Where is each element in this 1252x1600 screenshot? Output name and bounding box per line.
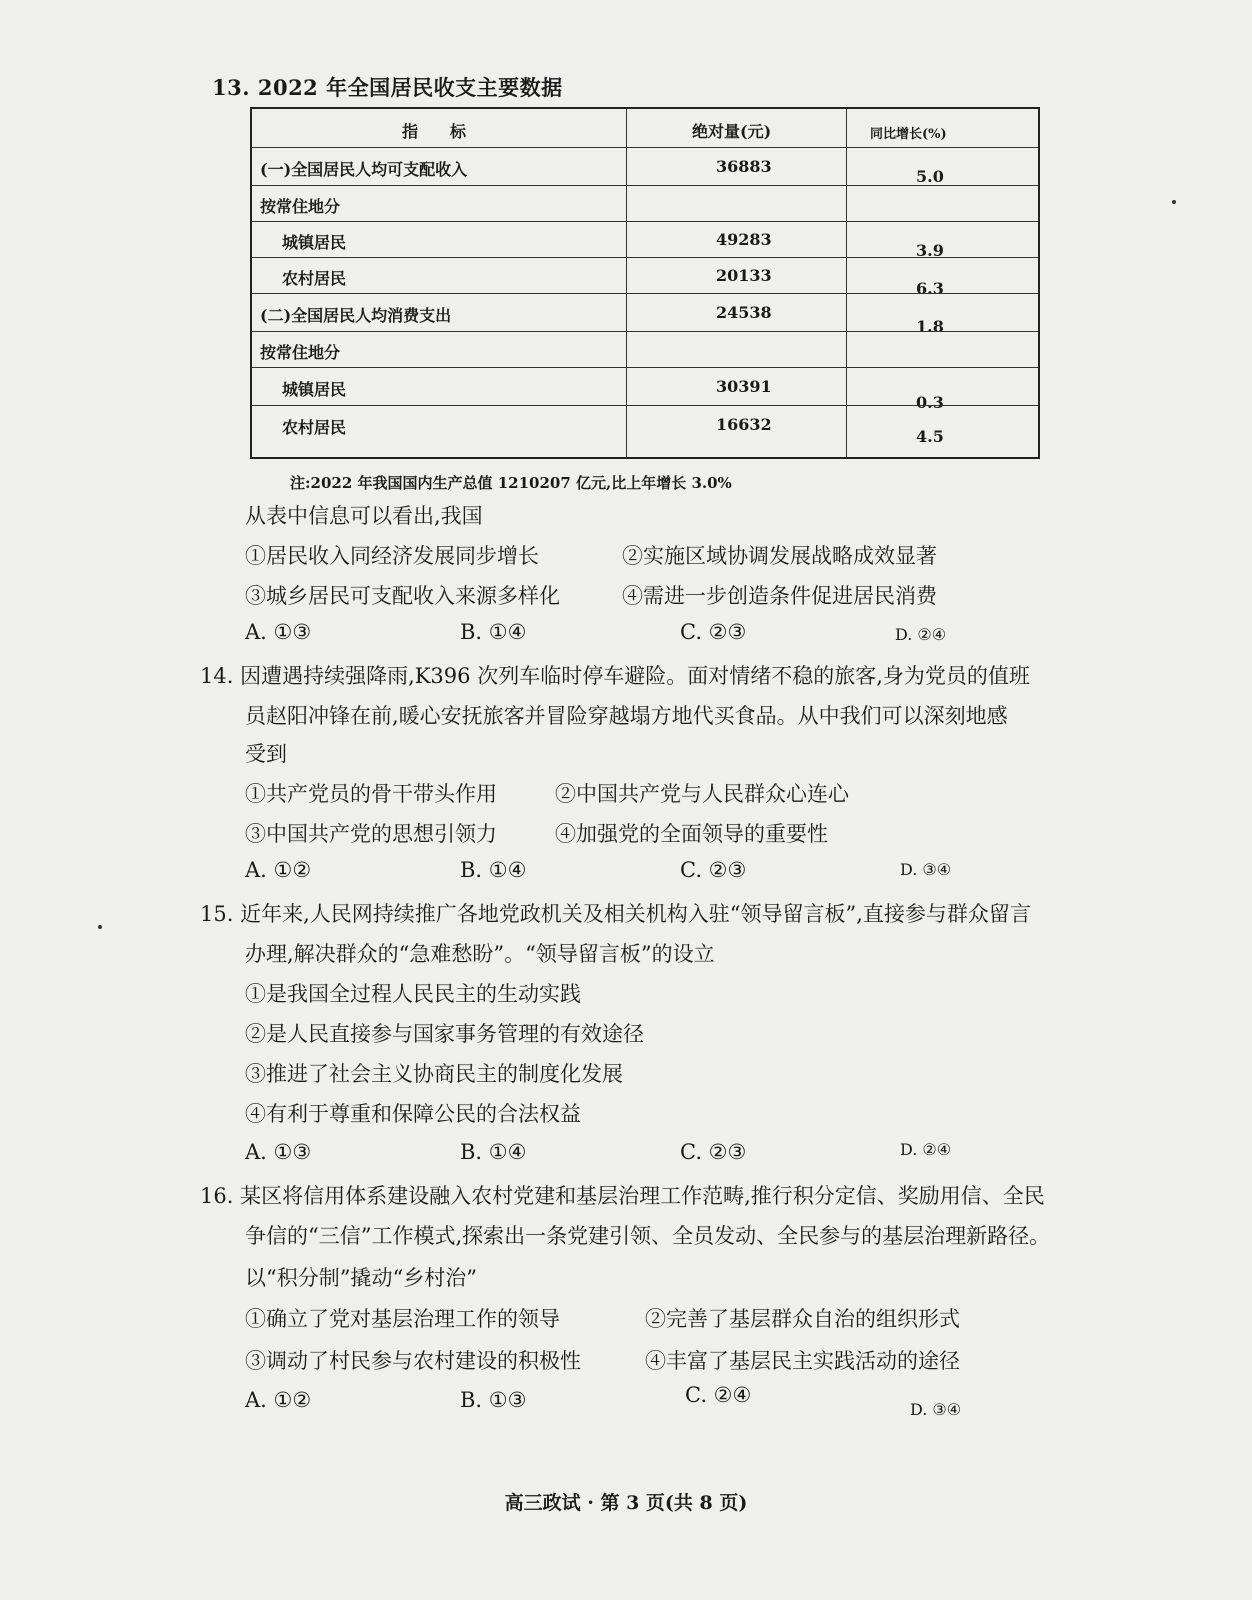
q16-line-2: 争信的“三信”工作模式,探索出一条党建引领、全员发动、全民参与的基层治理新路径。 — [245, 1224, 1051, 1248]
table-row-value: 24538 — [716, 303, 772, 322]
q13-item-2: ②实施区域协调发展战略成效显著 — [622, 544, 937, 568]
q14-choice-a: A. ①② — [245, 858, 312, 882]
table-row-growth: 0.3 — [916, 393, 944, 412]
table-row-growth: 3.9 — [916, 241, 944, 260]
table-row-label: 按常住地分 — [260, 197, 341, 216]
q14-line-1: 14. 因遭遇持续强降雨,K396 次列车临时停车避险。面对情绪不稳的旅客,身为党员的值班 — [200, 664, 1030, 688]
q15-item-3: ③推进了社会主义协商民主的制度化发展 — [245, 1062, 623, 1086]
q14-choice-b: B. ①④ — [460, 858, 527, 882]
q13-choice-d: D. ②④ — [895, 625, 947, 644]
q13-stem: 从表中信息可以看出,我国 — [245, 504, 483, 528]
q14-item-3: ③中国共产党的思想引领力 — [245, 822, 497, 846]
q16-choice-c: C. ②④ — [685, 1383, 752, 1407]
header-absolute: 绝对量(元) — [692, 122, 772, 141]
table-divider — [252, 331, 1038, 332]
table-row-value: 30391 — [716, 377, 772, 396]
header-indicator: 指 标 — [402, 122, 467, 141]
q15-choice-a: A. ①③ — [245, 1140, 312, 1164]
q14-line-3: 受到 — [245, 742, 287, 766]
income-table — [250, 107, 1040, 459]
table-row-value: 16632 — [716, 415, 772, 434]
q16-item-3: ③调动了村民参与农村建设的积极性 — [245, 1349, 581, 1373]
q13-item-1: ①居民收入同经济发展同步增长 — [245, 544, 539, 568]
q13-choice-b: B. ①④ — [460, 620, 527, 644]
table-row-growth: 4.5 — [916, 427, 944, 446]
q15-choice-d: D. ②④ — [900, 1140, 952, 1159]
q14-item-2: ②中国共产党与人民群众心连心 — [555, 782, 849, 806]
table-row-label: (一)全国居民人均可支配收入 — [260, 160, 468, 179]
q15-item-1: ①是我国全过程人民民主的生动实践 — [245, 982, 581, 1006]
header-growth: 同比增长(%) — [870, 127, 947, 142]
table-divider — [252, 185, 1038, 186]
q13-title: 13. 2022 年全国居民收支主要数据 — [212, 75, 563, 100]
q15-line-2: 办理,解决群众的“急难愁盼”。“领导留言板”的设立 — [245, 942, 715, 966]
q16-choice-b: B. ①③ — [460, 1388, 527, 1412]
scan-speck — [1172, 200, 1176, 204]
q14-item-1: ①共产党员的骨干带头作用 — [245, 782, 497, 806]
q15-line-1: 15. 近年来,人民网持续推广各地党政机关及相关机构入驻“领导留言板”,直接参与群众留言 — [200, 902, 1031, 926]
q16-choice-a: A. ①② — [245, 1388, 312, 1412]
q16-line-1: 16. 某区将信用体系建设融入农村党建和基层治理工作范畴,推行积分定信、奖励用信、全民 — [200, 1184, 1045, 1208]
q13-choice-a: A. ①③ — [245, 620, 312, 644]
table-row-growth: 1.8 — [916, 317, 944, 336]
page-footer: 高三政试 · 第 3 页(共 8 页) — [504, 1492, 748, 1514]
q14-choice-c: C. ②③ — [680, 858, 747, 882]
table-row-growth: 5.0 — [916, 167, 944, 186]
table-divider — [252, 221, 1038, 222]
q14-line-2: 员赵阳冲锋在前,暖心安抚旅客并冒险穿越塌方地代买食品。从中我们可以深刻地感 — [245, 704, 1008, 728]
table-row-value: 36883 — [716, 157, 772, 176]
q13-item-3: ③城乡居民可支配收入来源多样化 — [245, 584, 560, 608]
q16-item-2: ②完善了基层群众自治的组织形式 — [645, 1307, 960, 1331]
q16-line-3: 以“积分制”撬动“乡村治” — [245, 1266, 477, 1290]
table-row-label: 城镇居民 — [282, 233, 347, 252]
table-row-value: 49283 — [716, 230, 772, 249]
table-row-label: (二)全国居民人均消费支出 — [260, 306, 452, 325]
table-row-growth: 6.3 — [916, 279, 944, 298]
table-divider — [252, 367, 1038, 368]
table-divider — [252, 147, 1038, 148]
table-divider — [252, 257, 1038, 258]
table-divider — [252, 405, 1038, 406]
table-row-label: 城镇居民 — [282, 380, 347, 399]
table-row-label: 按常住地分 — [260, 343, 341, 362]
q13-item-4: ④需进一步创造条件促进居民消费 — [622, 584, 937, 608]
q15-item-2: ②是人民直接参与国家事务管理的有效途径 — [245, 1022, 644, 1046]
scan-speck — [98, 925, 102, 929]
table-row-label: 农村居民 — [282, 269, 347, 288]
q14-item-4: ④加强党的全面领导的重要性 — [555, 822, 828, 846]
q16-item-4: ④丰富了基层民主实践活动的途径 — [645, 1349, 960, 1373]
q16-item-1: ①确立了党对基层治理工作的领导 — [245, 1307, 560, 1331]
table-divider — [252, 293, 1038, 294]
table-row-label: 农村居民 — [282, 418, 347, 437]
q13-choice-c: C. ②③ — [680, 620, 747, 644]
table-row-value: 20133 — [716, 266, 772, 285]
table-note: 注:2022 年我国国内生产总值 1210207 亿元,比上年增长 3.0% — [290, 474, 732, 492]
q16-choice-d: D. ③④ — [910, 1400, 962, 1419]
q15-choice-b: B. ①④ — [460, 1140, 527, 1164]
q15-choice-c: C. ②③ — [680, 1140, 747, 1164]
q15-item-4: ④有利于尊重和保障公民的合法权益 — [245, 1102, 581, 1126]
q14-choice-d: D. ③④ — [900, 860, 952, 879]
